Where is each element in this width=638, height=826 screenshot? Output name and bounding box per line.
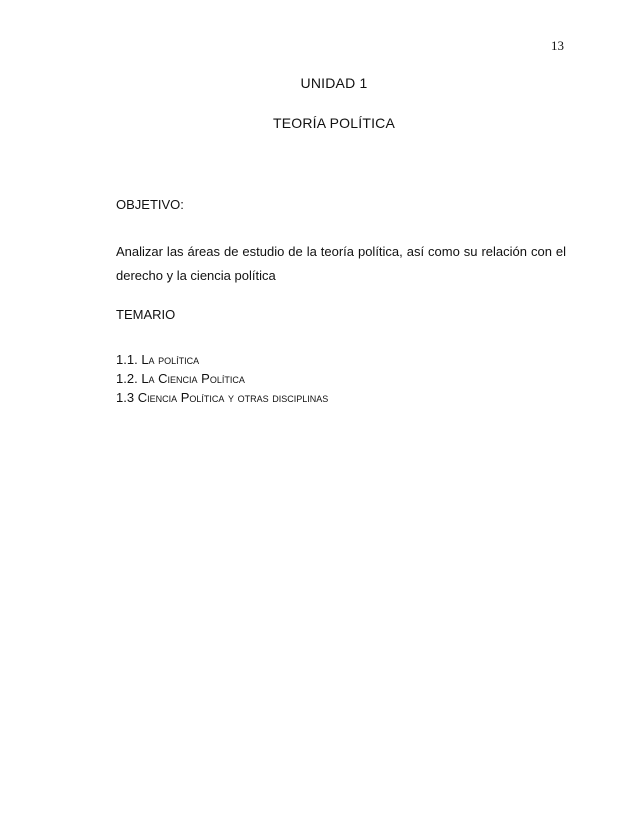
topic-title: La Ciencia Política [141, 371, 245, 386]
topic-title: Ciencia Política y otras disciplinas [137, 390, 329, 405]
page-number: 13 [551, 38, 564, 53]
topic-list [116, 350, 328, 407]
topic-title: La política [141, 352, 200, 367]
topic-number: 1.3 [116, 390, 135, 405]
topic-item [116, 369, 328, 388]
temario-label: TEMARIO [116, 307, 176, 322]
topic-item [116, 388, 328, 407]
topic-number: 1.1. [116, 352, 138, 367]
page-title: TEORÍA POLÍTICA [272, 115, 396, 131]
unit-title: UNIDAD 1 [300, 75, 368, 91]
objective-label: OBJETIVO: [116, 197, 184, 212]
topic-number: 1.2. [116, 371, 138, 386]
topic-item [116, 350, 328, 369]
objective-text: Analizar las áreas de estudio de la teoría política, así como su relación con el derecho y la ciencia política [116, 244, 566, 283]
